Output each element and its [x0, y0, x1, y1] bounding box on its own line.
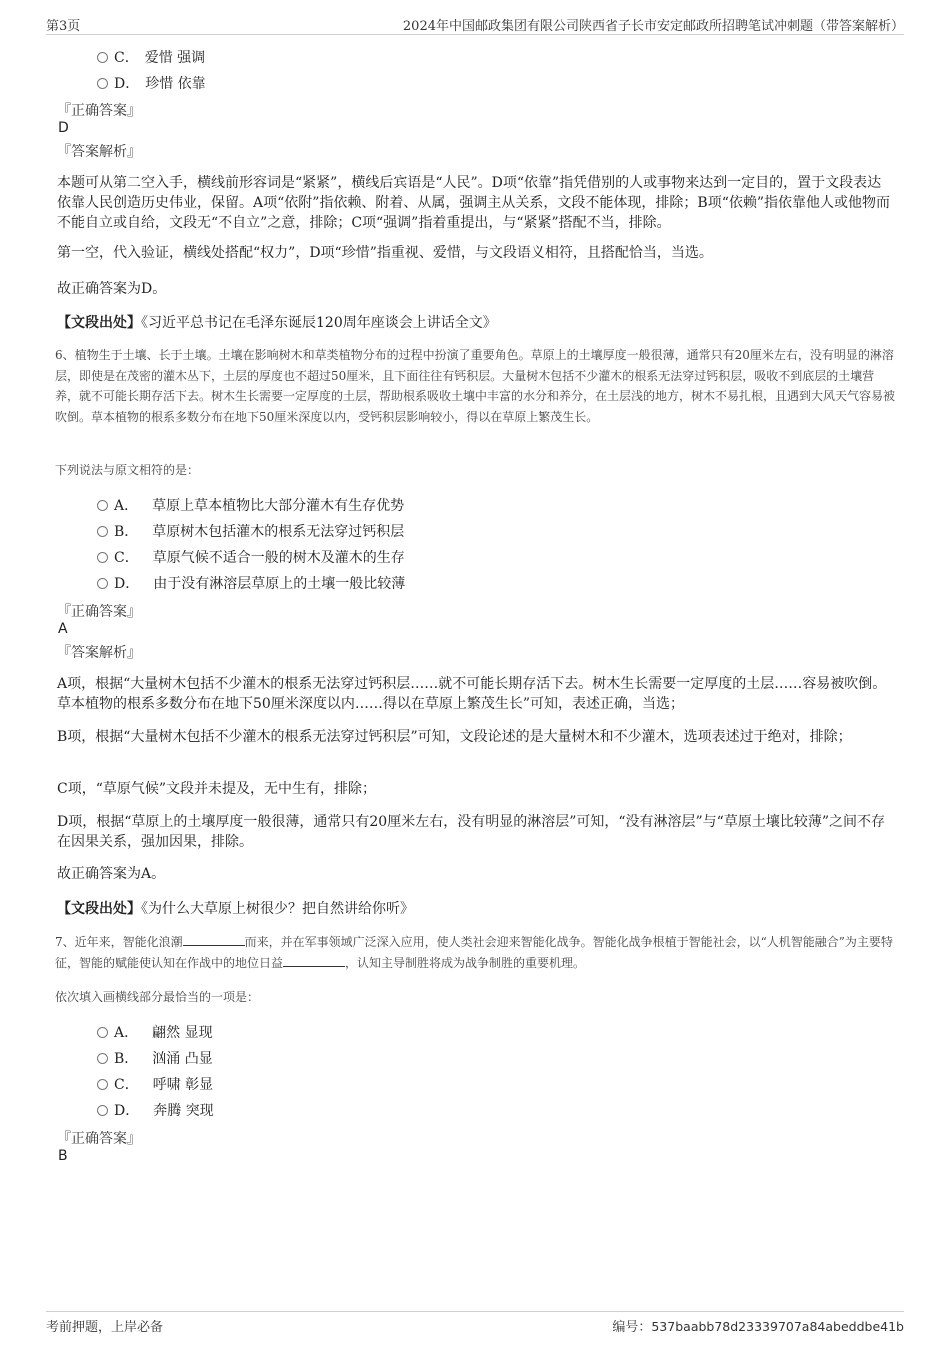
radio-icon[interactable]: [97, 1027, 108, 1038]
page-header: [46, 14, 904, 35]
q7-answer-label: 『正确答案』: [57, 1131, 141, 1147]
q6-conclusion: 故正确答案为A。: [57, 866, 166, 882]
radio-icon[interactable]: [97, 500, 108, 511]
radio-icon[interactable]: [97, 1079, 108, 1090]
q5-source: 【文段出处】《习近平总书记在毛泽东诞辰120周年座谈会上讲话全文》: [57, 315, 497, 331]
q5-conclusion: 故正确答案为D。: [57, 281, 167, 297]
q7-option-d[interactable]: D． 奔腾 突现: [97, 1100, 214, 1120]
radio-icon[interactable]: [97, 1053, 108, 1064]
page-number: 第3页: [46, 19, 81, 34]
radio-icon[interactable]: [97, 52, 108, 63]
q5-option-c[interactable]: C． 爱惜 强调: [97, 47, 205, 67]
q6-analysis-label: 『答案解析』: [57, 645, 141, 661]
q6-option-d[interactable]: D． 由于没有淋溶层草原上的土壤一般比较薄: [97, 573, 405, 593]
q5-analysis-paragraph: 本题可从第二空入手，横线前形容词是“紧紧”，横线后宾语是“人民”。D项“依靠”指凭借别的人或事物来达到一定目的，置于文段表达依靠人民创造历史伟业，保留。A项“依附”指依赖、附着、从属，强调主从关系，文段不能体现，排除；B项“依赖”指依靠他人或他物而不能自立或自给，文段无“不自立”之意，排除；C项“强调”指着重提出，与“紧紧”搭配不当，排除。: [57, 175, 891, 231]
q5-option-d[interactable]: D． 珍惜 依靠: [97, 73, 206, 93]
blank-line: [283, 955, 345, 967]
q7-option-b[interactable]: B． 汹涌 凸显: [97, 1048, 213, 1068]
q6-analysis-paragraph: D项，根据“草原上的土壤厚度一般很薄，通常只有20厘米左右，没有明显的淋溶层”可知，“没有淋溶层”与“草原土壤比较薄”之间不存在因果关系，强加因果，排除。: [57, 814, 885, 850]
radio-icon[interactable]: [97, 578, 108, 589]
q6-prompt: 下列说法与原文相符的是：: [55, 463, 200, 477]
q5-analysis-label: 『答案解析』: [57, 144, 141, 160]
q6-stem: 6、植物生于土壤、长于土壤。土壤在影响树木和草类植物分布的过程中扮演了重要角色。草原上的土壤厚度一般很薄，通常只有20厘米左右，没有明显的淋溶层，即使是在茂密的灌木丛下，土层的厚度也不超过50厘米，且下面往往有钙积层。大量树木包括不少灌木的根系无法穿过钙积层，吸收不到底层的土壤营养，就不可能长期存活下去。树木生长需要一定厚度的土层，帮助根系吸收土壤中丰富的水分和养分，在土层浅的地方，树木不易扎根，且遇到大风天气容易被吹倒。草本植物的根系多数分布在地下50厘米深度以内，受钙积层影响较小，得以在草原上繁茂生长。: [55, 348, 896, 424]
document-code: 编号：537baabb78d23339707a84abeddbe41b: [612, 1319, 904, 1335]
q6-option-c[interactable]: C． 草原气候不适合一般的树木及灌木的生存: [97, 547, 405, 567]
q6-option-b[interactable]: B． 草原树木包括灌木的根系无法穿过钙积层: [97, 521, 404, 541]
q5-answer-label: 『正确答案』: [57, 103, 141, 119]
q6-answer-label: 『正确答案』: [57, 604, 141, 620]
page-footer: [46, 1311, 904, 1334]
q6-source: 【文段出处】《为什么大草原上树很少？把自然讲给你听》: [57, 901, 414, 917]
q7-option-c[interactable]: C． 呼啸 彰显: [97, 1074, 213, 1094]
blank-line: [183, 934, 245, 946]
q6-analysis-paragraph: C项，“草原气候”文段并未提及，无中生有，排除；: [57, 781, 377, 797]
radio-icon[interactable]: [97, 526, 108, 537]
radio-icon[interactable]: [97, 552, 108, 563]
q6-analysis-paragraph: A项，根据“大量树木包括不少灌木的根系无法穿过钙积层……就不可能长期存活下去。树木生长需要一定厚度的土层……容易被吹倒。草本植物的根系多数分布在地下50厘米深度以内……得以在草原上繁茂生长”可知，表述正确，当选；: [57, 676, 887, 712]
radio-icon[interactable]: [97, 78, 108, 89]
q7-prompt: 依次填入画横线部分最恰当的一项是：: [55, 990, 260, 1004]
document-title: 2024年中国邮政集团有限公司陕西省子长市安定邮政所招聘笔试冲刺题（带答案解析）: [402, 19, 904, 34]
q6-answer: A: [58, 621, 68, 637]
q5-answer: D: [58, 120, 69, 136]
q5-analysis-paragraph: 第一空，代入验证，横线处搭配“权力”，D项“珍惜”指重视、爱惜，与文段语义相符，且搭配恰当，当选。: [57, 245, 713, 261]
q7-option-a[interactable]: A． 翩然 显现: [97, 1022, 213, 1042]
q7-stem: 7、近年来，智能化浪潮 而来，并在军事领域广泛深入应用，使人类社会迎来智能化战争。智能化战争根植于智能社会，以“人机智能融合”为主要特征，智能的赋能使认知在作战中的地位日益 ，认知主导制胜将成为战争制胜的重要机理。: [55, 935, 893, 970]
q7-answer: B: [58, 1148, 68, 1164]
radio-icon[interactable]: [97, 1105, 108, 1116]
footer-slogan: 考前押题，上岸必备: [46, 1320, 164, 1335]
q6-analysis-paragraph: B项，根据“大量树木包括不少灌木的根系无法穿过钙积层”可知，文段论述的是大量树木和不少灌木，选项表述过于绝对，排除；: [57, 729, 852, 745]
q6-option-a[interactable]: A． 草原上草本植物比大部分灌木有生存优势: [97, 495, 404, 515]
